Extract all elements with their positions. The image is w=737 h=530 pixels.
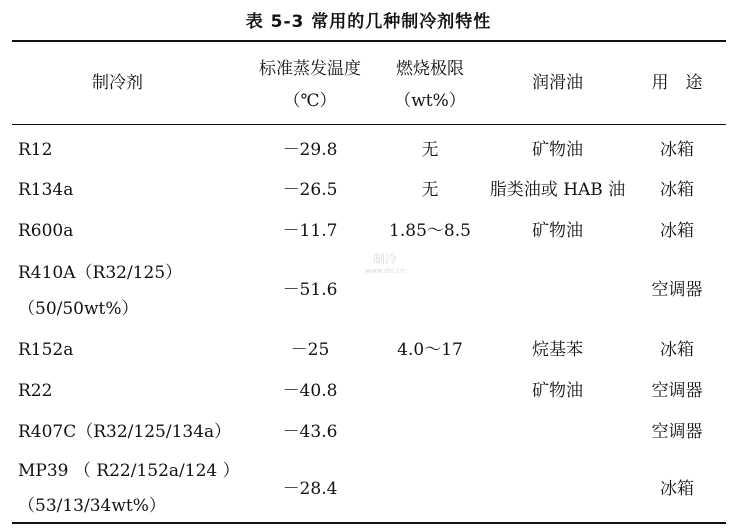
watermark-main: 制冷 <box>372 252 397 266</box>
table-row-cell-lubricant: 烷基苯 <box>532 340 583 360</box>
table-row-cell-usage: 空调器 <box>651 381 703 401</box>
table-title: 表 5-3 常用的几种制冷剂特性 <box>245 12 492 32</box>
table-row-cell-refrigerant: R407C（R32/125/134a） <box>18 422 232 442</box>
table-top-rule <box>12 40 726 42</box>
table-row-cell-refrigerant: R134a <box>18 180 74 200</box>
table-row-cell-usage: 冰箱 <box>660 479 694 499</box>
table-row-cell-lubricant: 矿物油 <box>532 381 583 401</box>
table-row-cell-boiling: －43.6 <box>282 422 338 442</box>
table-row-cell-lubricant: 矿物油 <box>532 221 583 241</box>
table-row-cell-flammability: 无 <box>421 180 439 200</box>
table-row-cell-usage: 冰箱 <box>660 340 694 360</box>
table-row-cell-refrigerant-ratio: （50/50wt%） <box>18 299 139 319</box>
table-row-cell-flammability: 4.0～17 <box>397 340 463 360</box>
table-row-cell-refrigerant: R410A（R32/125） <box>18 263 183 283</box>
table-row-cell-boiling: －51.6 <box>282 280 338 300</box>
header-flammability-unit: （wt%） <box>394 91 466 111</box>
table-row-cell-refrigerant: R12 <box>18 140 53 160</box>
table-row-cell-usage: 冰箱 <box>660 180 694 200</box>
table-row-cell-refrigerant: R600a <box>18 221 74 241</box>
table-bottom-rule <box>12 522 726 524</box>
table-row-cell-refrigerant: R22 <box>18 381 53 401</box>
table-header-rule <box>12 124 726 125</box>
header-refrigerant: 制冷剂 <box>92 73 143 93</box>
table-row-cell-flammability: 1.85～8.5 <box>389 221 471 241</box>
table-row-cell-flammability: 无 <box>421 140 439 160</box>
table-row-cell-lubricant: 矿物油 <box>532 140 583 160</box>
table-row-cell-boiling: －40.8 <box>282 381 338 401</box>
header-boiling-point: 标准蒸发温度 <box>259 59 361 79</box>
table-row-cell-refrigerant-ratio: （53/13/34wt%） <box>18 496 166 516</box>
table-row-cell-boiling: －25 <box>290 340 330 360</box>
table-row-cell-boiling: －26.5 <box>282 180 338 200</box>
watermark-logo <box>355 250 415 275</box>
header-flammability: 燃烧极限 <box>396 59 464 79</box>
header-boiling-unit: （℃） <box>283 91 337 111</box>
table-row-cell-usage: 空调器 <box>651 280 703 300</box>
table-row-cell-lubricant: 脂类油或 HAB 油 <box>489 180 626 200</box>
table-row-cell-refrigerant: R152a <box>18 340 74 360</box>
table-row-cell-refrigerant: MP39 （ R22/152a/124 ） <box>18 461 240 481</box>
table-row-cell-boiling: －29.8 <box>282 140 338 160</box>
header-lubricant: 润滑油 <box>532 73 583 93</box>
table-row-cell-boiling: －11.7 <box>282 221 338 241</box>
table-row-cell-usage: 冰箱 <box>660 221 694 241</box>
table-row-cell-boiling: －28.4 <box>282 479 338 499</box>
table-row-cell-usage: 冰箱 <box>660 140 694 160</box>
table-row-cell-usage: 空调器 <box>651 422 703 442</box>
watermark-url: www.zhi.cn <box>365 267 405 275</box>
header-usage: 用 途 <box>651 73 703 93</box>
